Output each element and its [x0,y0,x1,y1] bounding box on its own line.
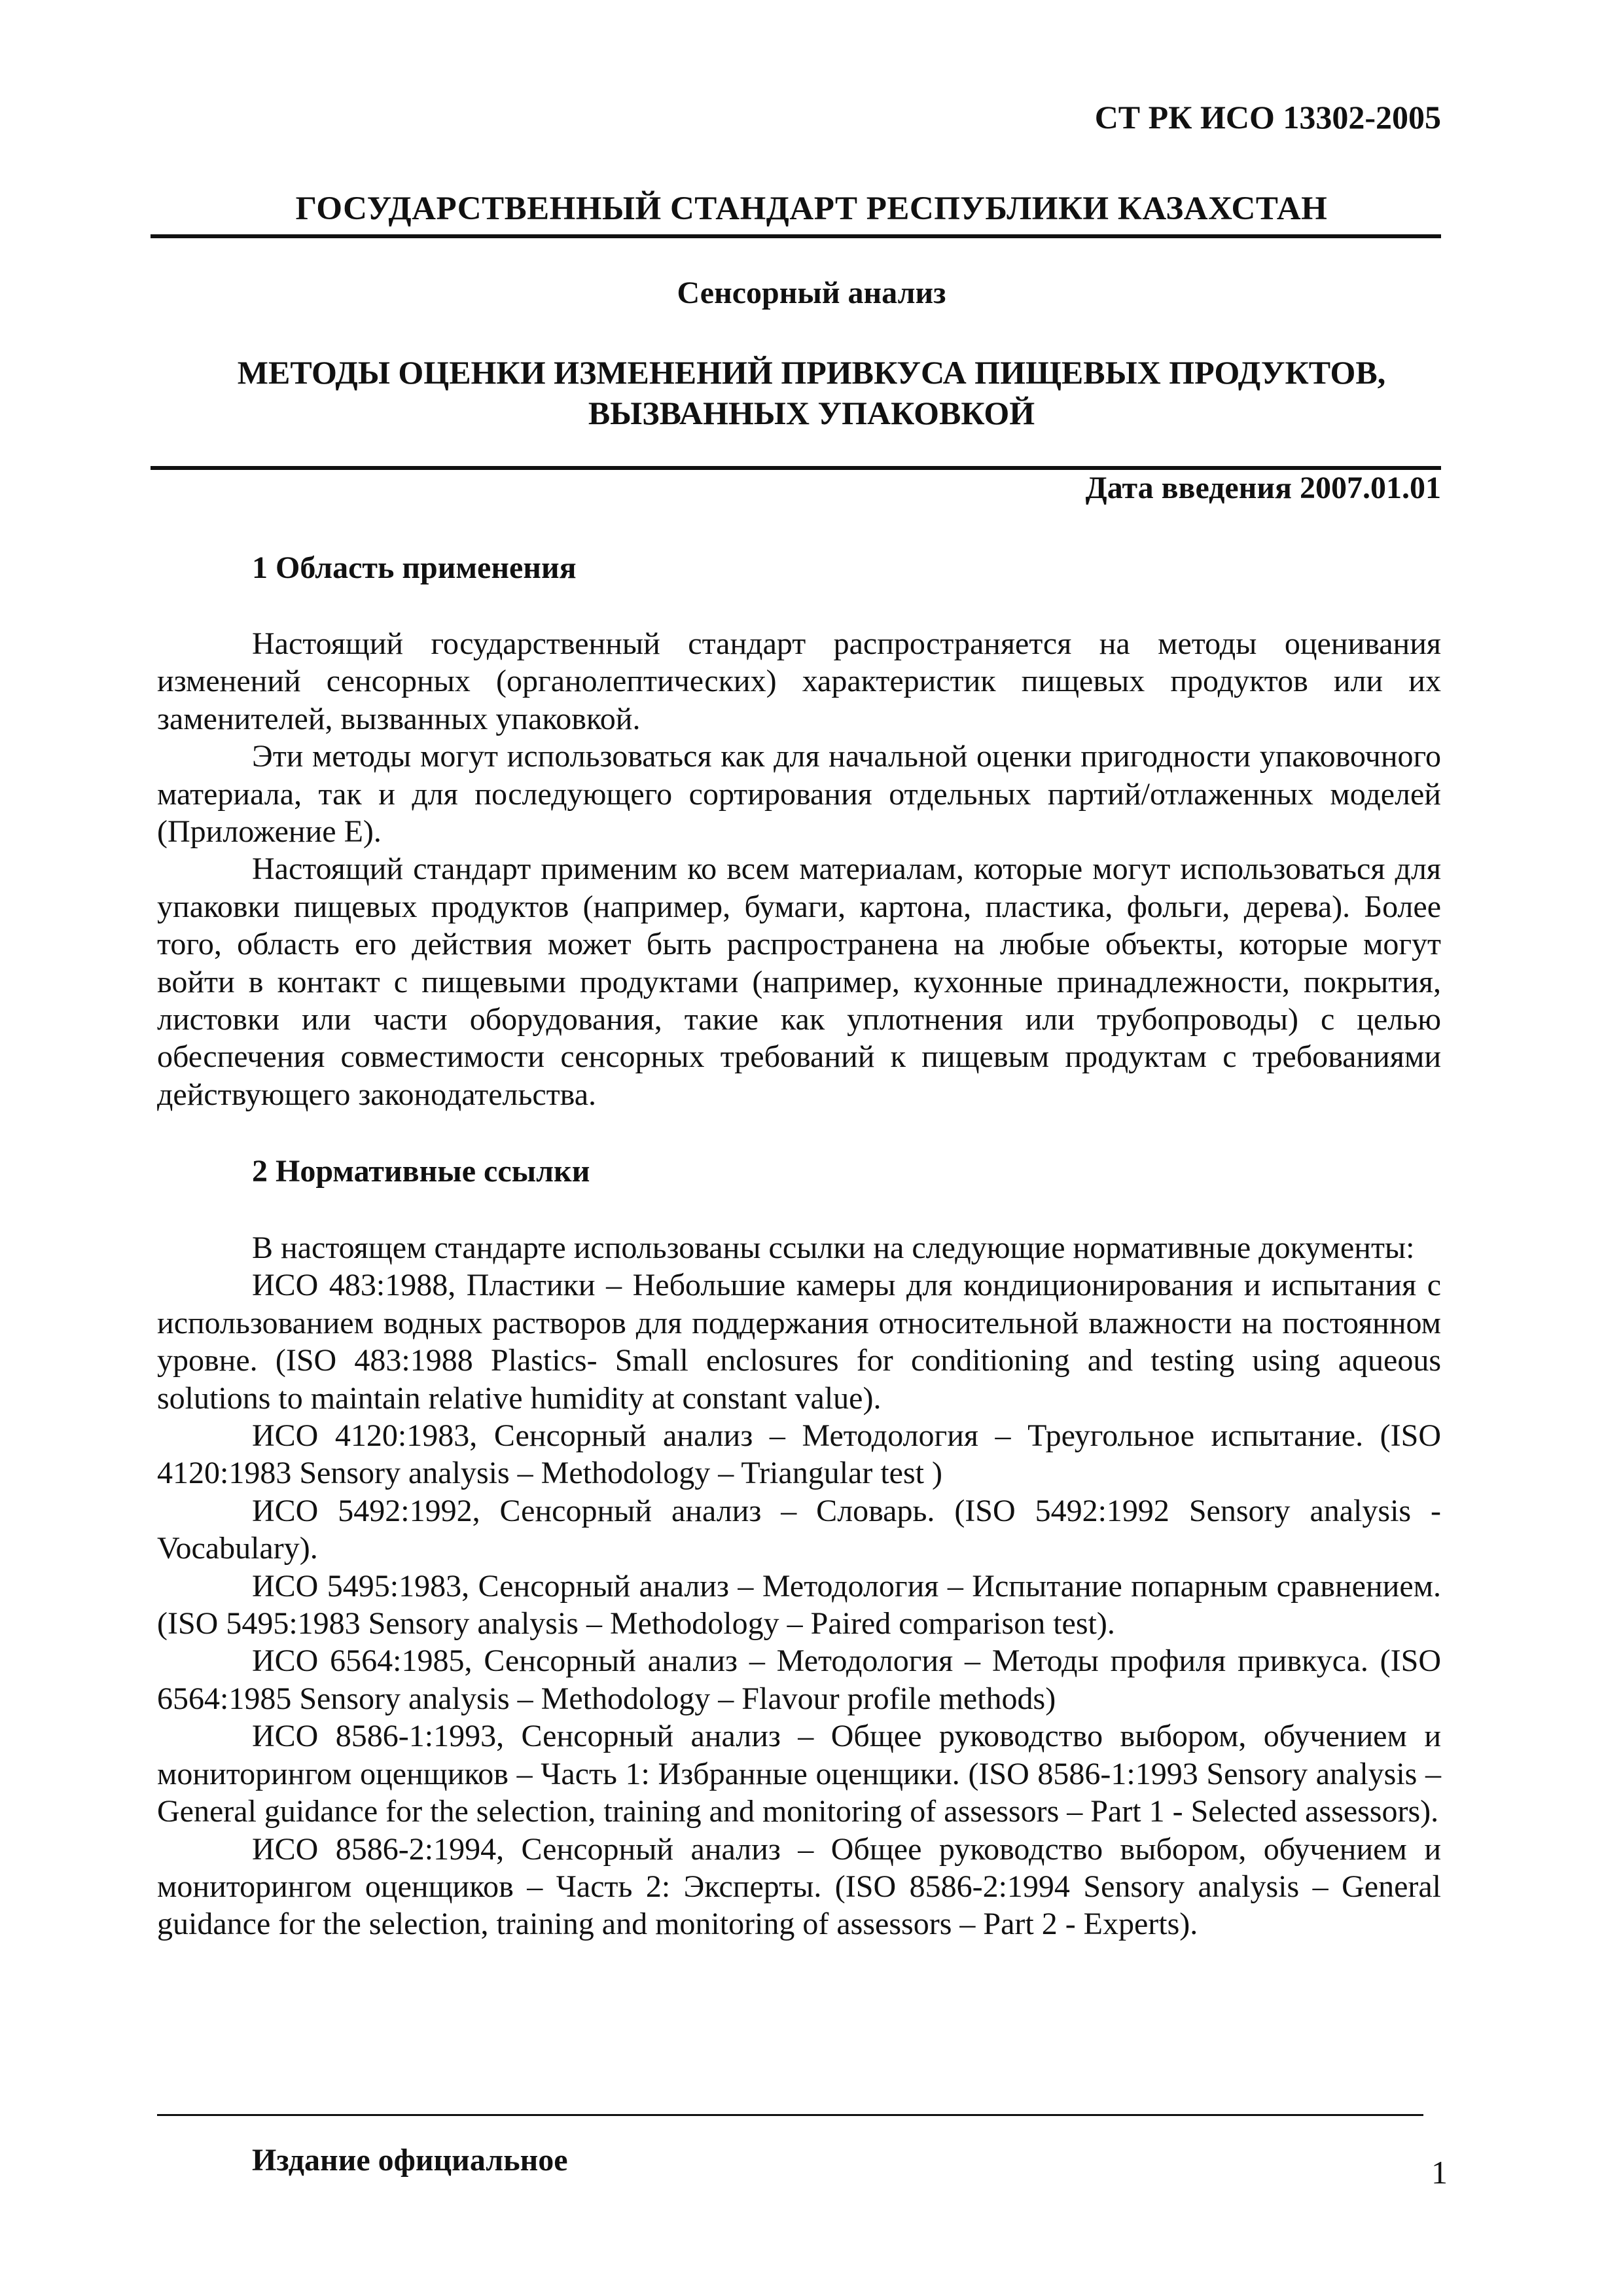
section-2-intro: В настоящем стандарте использованы ссылки на следующие нормативные документы: [252,1230,1415,1265]
reference-item: ИСО 8586-2:1994, Сенсорный анализ – Общее руководство выбором, обучением и мониторингом оценщиков – Часть 2: Эксперты. (ISO 8586-2:1994 Sensory analysis – General guidance for the selection, training and monitoring of assessors – Part 2 - Experts). [157,1831,1441,1942]
footer-divider [157,2114,1423,2116]
section-1-paragraph: Настоящий государственный стандарт распространяется на методы оценивания изменений сенсорных (органолептических) характеристик пищевых продуктов или их заменителей, вызванных упаковкой. [157,626,1441,736]
reference-item: ИСО 5492:1992, Сенсорный анализ – Словарь. (ISO 5492:1992 Sensory analysis - Vocabulary). [157,1493,1441,1566]
section-1-paragraph: Эти методы могут использоваться как для начальной оценки пригодности упаковочного материала, так и для последующего сортирования отдельных партий/отлаженных моделей (Приложение Е). [157,739,1441,850]
section-1-paragraph: Настоящий стандарт применим ко всем материалам, которые могут использоваться для упаковки пищевых продуктов (например, бумаги, картона, пластика, фольги, дерева). Более того, область его действия может быть распространена на любые объекты, которые могут войти в контакт с пищевыми продуктами (например, кухонные принадлежности, покрытия, листовки или части оборудования, такие как уплотнения или трубопроводы) с целью обеспечения совместимости сенсорных требований к пищевым продуктам с требованиями действующего законодательства. [157,852,1441,1112]
introduction-date: Дата введения 2007.01.01 [1085,471,1441,505]
subject-title: Сенсорный анализ [677,276,946,310]
section-2-heading: 2 Нормативные ссылки [252,1154,590,1189]
reference-item: ИСО 5495:1983, Сенсорный анализ – Методология – Испытание попарным сравнением. (ISO 5495:1983 Sensory analysis – Methodology – Paired comparison test). [157,1568,1441,1641]
state-standard-title: ГОСУДАРСТВЕННЫЙ СТАНДАРТ РЕСПУБЛИКИ КАЗАХСТАН [295,190,1328,227]
page-number: 1 [1431,2154,1448,2191]
document-title-line-2: ВЫЗВАННЫХ УПАКОВКОЙ [588,395,1035,431]
reference-item: ИСО 483:1988, Пластики – Небольшие камеры для кондиционирования и испытания с использованием водных растворов для поддержания относительной влажности на постоянном уровне. (ISO 483:1988 Plastics- Small enclosures for conditioning and testing using aqueous solutions to maintain relative humidity at constant value). [157,1268,1441,1416]
section-1-heading: 1 Область применения [252,550,577,585]
official-edition-label: Издание официальное [252,2143,568,2178]
reference-item: ИСО 4120:1983, Сенсорный анализ – Методология – Треугольное испытание. (ISO 4120:1983 Sensory analysis – Methodology – Triangular test ) [157,1418,1441,1491]
section-2-body [157,1229,1441,1943]
reference-item: ИСО 6564:1985, Сенсорный анализ – Методология – Методы профиля привкуса. (ISO 6564:1985 Sensory analysis – Methodology – Flavour profile methods) [157,1643,1441,1716]
reference-item: ИСО 8586-1:1993, Сенсорный анализ – Общее руководство выбором, обучением и мониторингом оценщиков – Часть 1: Избранные оценщики. (ISO 8586-1:1993 Sensory analysis – General guidance for the selection, training and monitoring of assessors – Part 1 - Selected assessors). [157,1719,1441,1829]
standard-code: СТ РК ИСО 13302-2005 [1094,99,1441,135]
section-1-body [157,625,1441,1113]
header-divider [151,234,1441,238]
document-title [0,352,1623,433]
document-title-line-1: МЕТОДЫ ОЦЕНКИ ИЗМЕНЕНИЙ ПРИВКУСА ПИЩЕВЫХ ПРОДУКТОВ, [237,354,1386,391]
